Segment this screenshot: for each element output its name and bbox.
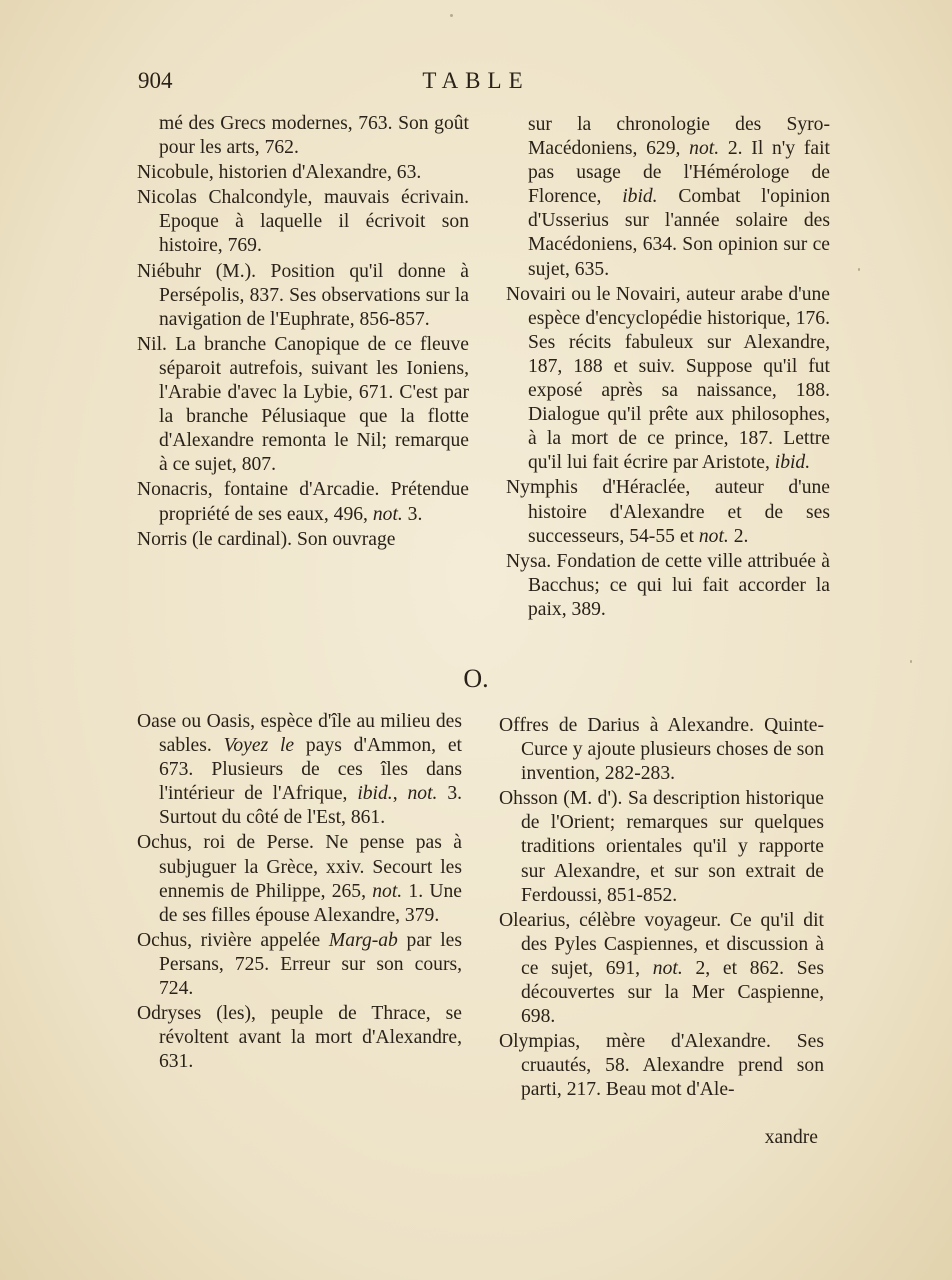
catchword: xandre (764, 1127, 818, 1148)
index-entry: Nysa. Fondation de cette ville attribuée à Bacchus; ce qui lui fait accorder la paix, 389. (506, 550, 830, 620)
running-head (0, 64, 952, 104)
index-entry: Nil. La branche Canopique de ce fleuve séparoit autrefois, suivant les Ioniens, l'Arabie d'avec la Lybie, 671. C'est par la branche Pélusiaque que la flotte d'Alexandre remonta le Nil; remarque à ce sujet, 807. (137, 333, 469, 476)
index-entry-continuation: sur la chronologie des Syro-Macédoniens, 629, not. 2. Il n'y fait pas usage de l'Hémérologe de Florence, ibid. Combat l'opinion d'Usserius sur l'année solaire des Macédoniens, 634. Son opinion sur ce sujet, 635. (528, 114, 830, 280)
index-entry: Ochus, roi de Perse. Ne pense pas à subjuguer la Grèce, xxiv. Secourt les ennemis de Philippe, 265, not. 1. Une de ses filles épouse Alexandre, 379. (137, 832, 463, 926)
section-letter: O. (463, 664, 489, 693)
index-entry: Ochus, rivière appelée Marg-ab par les Persans, 725. Erreur sur son cours, 724. (137, 929, 462, 1000)
paper-speck (858, 268, 860, 271)
index-entry: Nonacris, fontaine d'Arcadie. Prétendue propriété de ses eaux, 496, not. 3. (137, 479, 469, 525)
paper-speck (450, 14, 453, 17)
index-column-left-top (137, 112, 469, 553)
index-column-right-bottom (499, 714, 824, 1104)
index-entry: Nicobule, historien d'Alexandre, 63. (137, 162, 422, 184)
index-entry: Novairi ou le Novairi, auteur arabe d'une espèce d'encyclopédie historique, 176. Ses récits fabuleux sur Alexandre, 187, 188 et suiv. Suppose qu'il fut exposé après sa naissance, 188. Dialogue qu'il prête aux philosophes, à la mort de ce prince, 187. Lettre qu'il lui fait écrire par Aristote, ibid. (506, 283, 830, 474)
index-entry: Odryses (les), peuple de Thrace, se révoltent avant la mort d'Alexandre, 631. (137, 1003, 462, 1073)
index-entry: Oase ou Oasis, espèce d'île au milieu des sables. Voyez le pays d'Ammon, et 673. Plusieurs de ces îles dans l'intérieur de l'Afrique, ibid., not. 3. Surtout du côté de l'Est, 861. (137, 711, 463, 829)
index-entry: Offres de Darius à Alexandre. Quinte-Curce y ajoute plusieurs choses de son invention, 282-283. (499, 715, 824, 785)
paper-speck (910, 660, 912, 663)
index-entry: Nicolas Chalcondyle, mauvais écrivain. Epoque à laquelle il écrivoit son histoire, 769. (137, 187, 469, 257)
index-column-left-bottom (137, 710, 462, 1075)
page-title: TABLE (422, 68, 530, 93)
index-entry: Niébuhr (M.). Position qu'il donne à Persépolis, 837. Ses observations sur la navigation de l'Euphrate, 856-857. (137, 260, 469, 330)
catchword-row (499, 1126, 824, 1150)
index-entry-continuation: mé des Grecs modernes, 763. Son goût pour les arts, 762. (159, 113, 469, 159)
index-entry: Olympias, mère d'Alexandre. Ses cruautés, 58. Alexandre prend son parti, 217. Beau mot d'Ale- (499, 1031, 824, 1101)
index-entry: Ohsson (M. d'). Sa description historique de l'Orient; remarques sur quelques traditions orientales qu'il y rapporte sur Alexandre, et sur son extrait de Ferdoussi, 851-852. (499, 788, 824, 906)
index-entry: Nymphis d'Héraclée, auteur d'une histoire d'Alexandre et de ses successeurs, 54-55 et not. 2. (506, 477, 830, 547)
page-number: 904 (138, 68, 173, 93)
index-column-right-top (506, 113, 830, 623)
index-entry: Norris (le cardinal). Son ouvrage (137, 528, 396, 550)
index-entry: Olearius, célèbre voyageur. Ce qu'il dit des Pyles Caspiennes, et discussion à ce sujet, 691, not. 2, et 862. Ses découvertes sur la Mer Caspienne, 698. (499, 909, 824, 1028)
